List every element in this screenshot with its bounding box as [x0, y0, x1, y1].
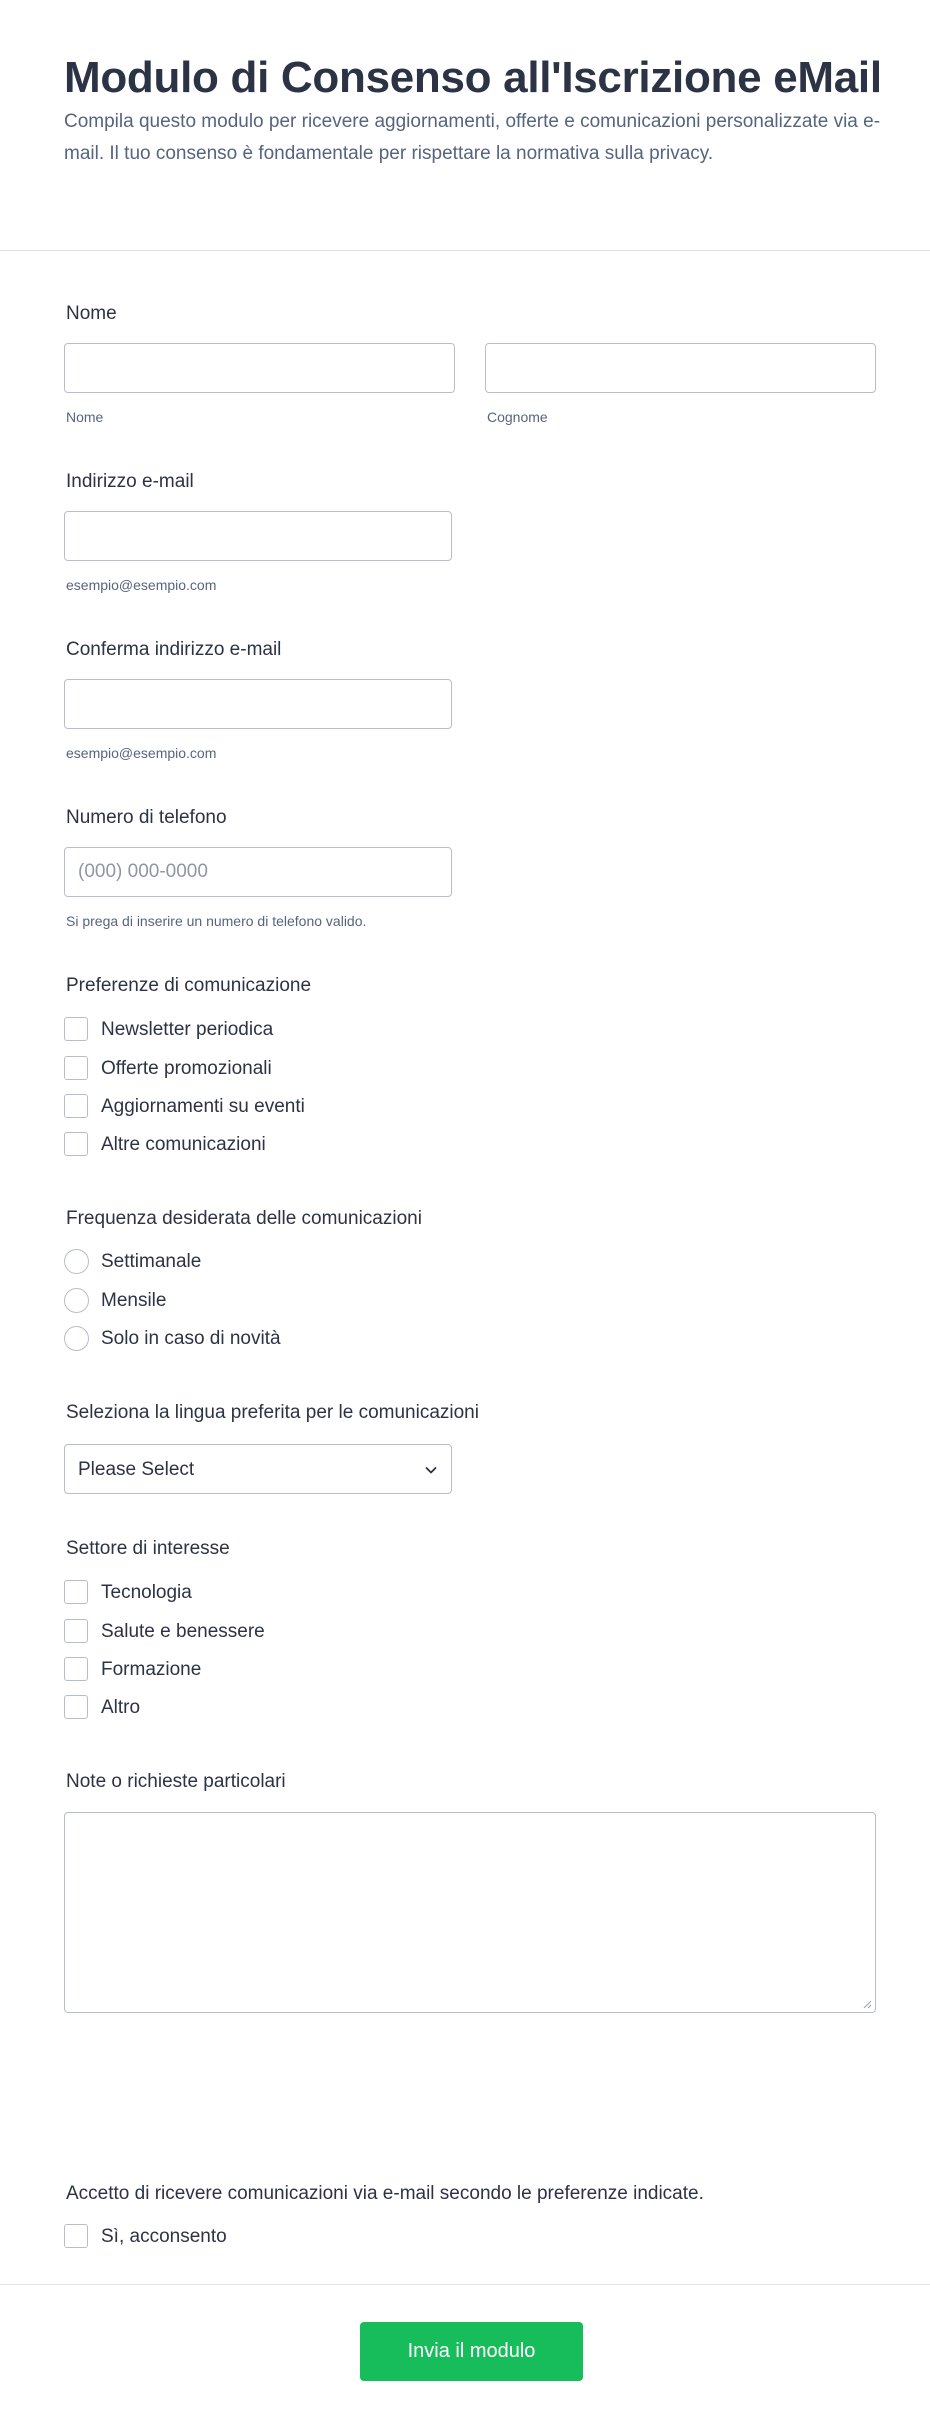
option-label: Mensile	[101, 1290, 167, 1311]
option-label: Altro	[101, 1697, 141, 1718]
radio-button[interactable]	[64, 1249, 89, 1274]
frequency-label: Frequenza desiderata delle comunicazioni	[66, 1208, 422, 1229]
email-label: Indirizzo e-mail	[66, 471, 194, 492]
option-label: Formazione	[101, 1659, 202, 1680]
language-selected-value: Please Select	[78, 1459, 195, 1480]
option-label: Tecnologia	[101, 1582, 192, 1603]
option-label: Solo in caso di novità	[101, 1328, 281, 1349]
sector-label: Settore di interesse	[66, 1538, 230, 1559]
checkbox[interactable]	[64, 1657, 88, 1681]
option-label: Altre comunicazioni	[101, 1134, 266, 1155]
checkbox[interactable]	[64, 1619, 88, 1643]
form-header	[0, 0, 930, 251]
checkbox[interactable]	[64, 2224, 88, 2248]
checkbox[interactable]	[64, 1017, 88, 1041]
consent-label: Accetto di ricevere comunicazioni via e-mail secondo le preferenze indicate.	[66, 2183, 704, 2204]
preferences-label: Preferenze di comunicazione	[66, 975, 312, 996]
option-label: Sì, acconsento	[101, 2226, 227, 2247]
notes-textarea[interactable]	[64, 1812, 876, 2013]
phone-input[interactable]	[64, 847, 452, 897]
radio-button[interactable]	[64, 1326, 89, 1351]
last-name-input[interactable]	[485, 343, 876, 393]
last-name-sublabel: Cognome	[487, 409, 548, 425]
email-sublabel: esempio@esempio.com	[66, 577, 217, 593]
checkbox[interactable]	[64, 1580, 88, 1604]
chevron-down-icon	[423, 1462, 439, 1478]
email-input[interactable]	[64, 511, 452, 561]
form-description: Compila questo modulo per ricevere aggiornamenti, offerte e comunicazioni personalizzate via e-mail. Il tuo consenso è fondamentale per rispettare la normativa sulla privacy.	[64, 111, 881, 164]
email-confirm-input[interactable]	[64, 679, 452, 729]
first-name-input[interactable]	[64, 343, 455, 393]
option-label: Aggiornamenti su eventi	[101, 1096, 305, 1117]
option-label: Offerte promozionali	[101, 1058, 272, 1079]
radio-button[interactable]	[64, 1288, 89, 1313]
resize-grip-icon[interactable]	[862, 1999, 872, 2009]
name-label: Nome	[66, 303, 117, 324]
option-label: Newsletter periodica	[101, 1019, 274, 1040]
language-label: Seleziona la lingua preferita per le comunicazioni	[66, 1402, 479, 1423]
checkbox[interactable]	[64, 1132, 88, 1156]
option-label: Settimanale	[101, 1251, 202, 1272]
phone-label: Numero di telefono	[66, 807, 227, 828]
form-title: Modulo di Consenso all'Iscrizione eMail	[64, 53, 882, 102]
checkbox[interactable]	[64, 1056, 88, 1080]
notes-label: Note o richieste particolari	[66, 1771, 286, 1792]
checkbox[interactable]	[64, 1695, 88, 1719]
submit-button[interactable]: Invia il modulo	[360, 2322, 583, 2381]
option-label: Salute e benessere	[101, 1621, 265, 1642]
checkbox[interactable]	[64, 1094, 88, 1118]
email-confirm-sublabel: esempio@esempio.com	[66, 745, 217, 761]
first-name-sublabel: Nome	[66, 409, 104, 425]
email-confirm-label: Conferma indirizzo e-mail	[66, 639, 282, 660]
language-select[interactable]	[64, 1444, 452, 1494]
phone-sublabel: Si prega di inserire un numero di telefono valido.	[66, 913, 367, 929]
